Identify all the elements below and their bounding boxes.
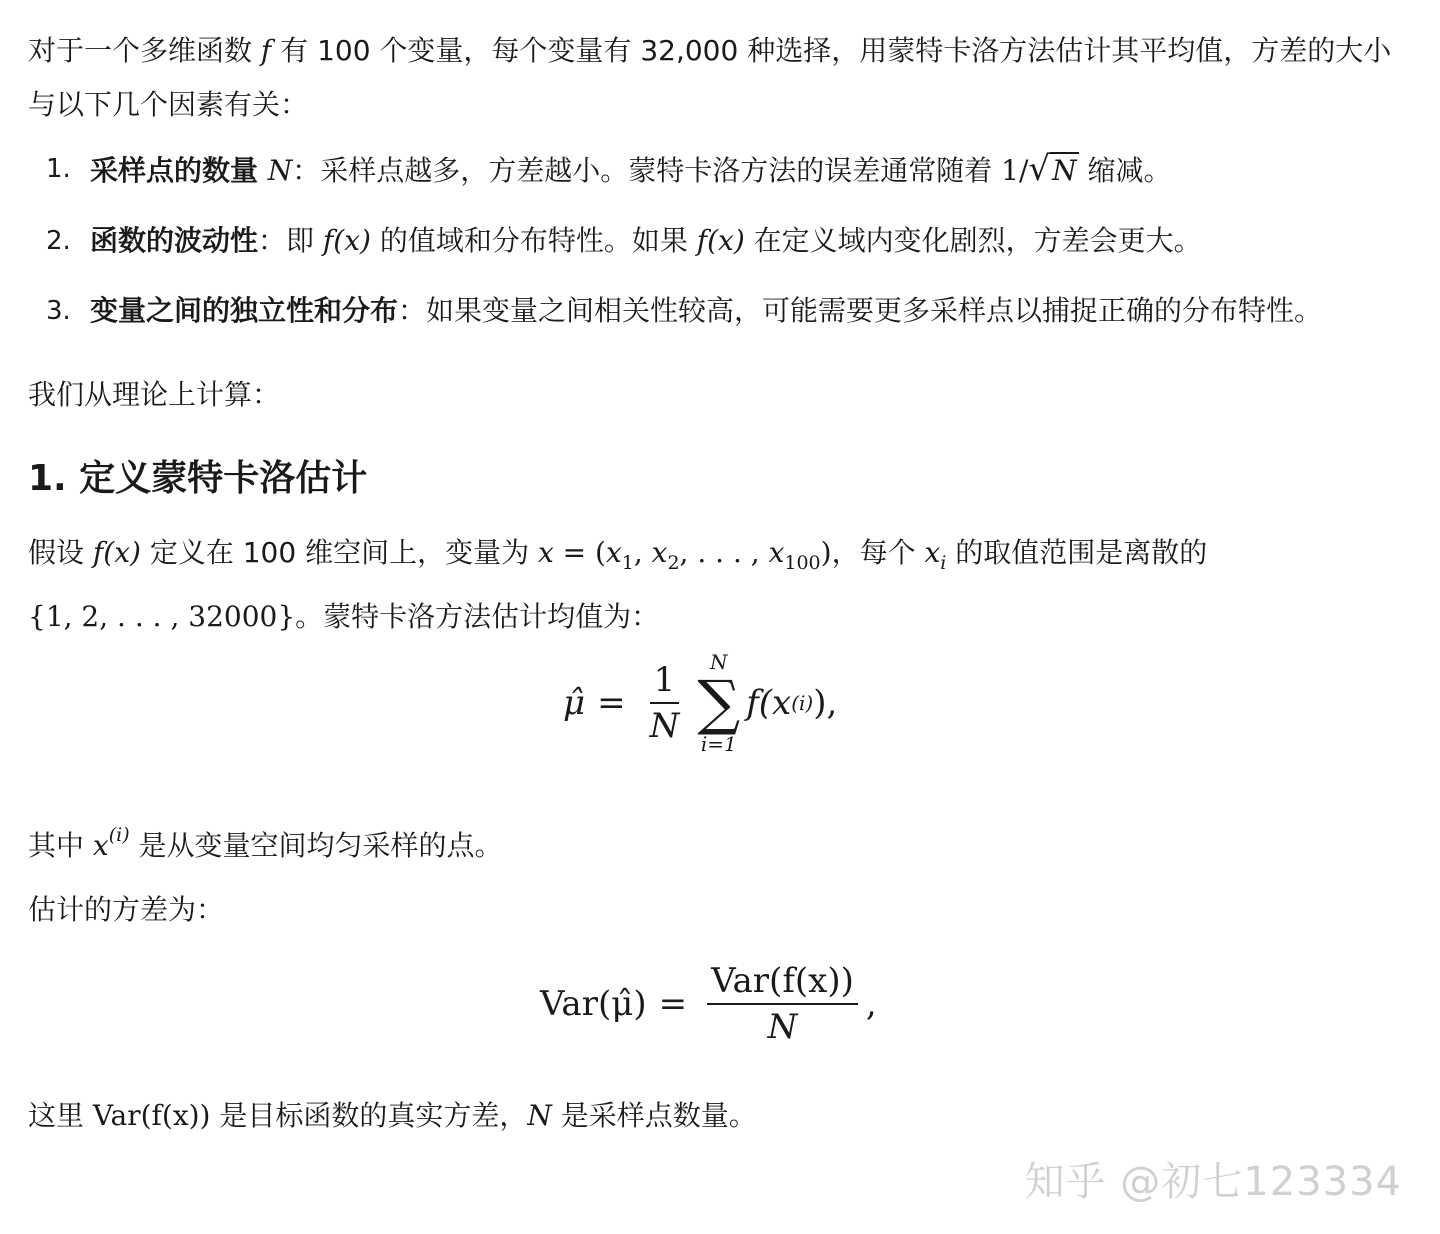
math-set: {1, 2, . . . , 32000} [28,600,296,633]
intro-paragraph [28,24,1398,132]
fraction-denominator: N [649,706,680,746]
math-op: = ( [553,536,606,569]
function-symbol: f [260,34,272,67]
superscript: (i) [108,824,130,846]
list-number: 2. [46,226,71,256]
text: 是从变量空间均匀采样的点。 [129,829,503,862]
list-item [28,284,1413,338]
equals-sign: = [597,683,626,723]
math-subscript: 1 [621,552,634,574]
math-one-over: 1/ [1001,154,1029,187]
list-item-text: 在定义域内变化剧烈，方差会更大。 [744,224,1202,257]
sum-end: ), [813,683,838,723]
math-var: N [267,154,293,187]
text: 。蒙特卡洛方法估计均值为： [295,600,660,633]
document-body [28,24,1413,1143]
watermark: 知乎 @初七123334 [1024,1159,1402,1205]
list-item-title: 函数的波动性 [90,224,259,257]
superscript: (i) [791,691,814,715]
math-op: ) [820,536,832,569]
sum-upper-limit: N [710,650,728,674]
text: 的取值范围是离散的 [946,536,1208,569]
assumption-paragraph: 假设 f(x) 定义在 100 维空间上，变量为 $x = (x_1$, $x_2$, . . . , $x_{100}$)，每个 $x_i$ 的取值范围是离散的 {1, 2, . . . , 32000}。蒙特卡洛方法估计均值为： [28,536,1208,633]
list-number: 3. [46,296,71,326]
math-var: x [768,536,785,569]
text: ，每个 [831,536,925,569]
math-fx: f(x) [696,224,745,257]
math-subscript: 2 [667,552,680,574]
math-fx: f(x) [322,224,371,257]
sqrt-argument: N [1052,154,1077,187]
math-subscript: i [940,552,947,574]
list-item [28,142,1413,198]
text: 其中 [28,829,93,862]
sum-operator [697,652,740,754]
sample-note [28,808,1413,873]
math-dots: , . . . , [679,536,769,569]
final-paragraph [28,1089,1413,1143]
var-mu-hat: Var(μ̂) [540,984,647,1024]
mu-hat: μ̂ [563,683,586,723]
variance-intro: 估计的方差为： [28,893,225,926]
fraction-numerator: 1 [650,660,680,704]
fraction [707,961,858,1047]
list-item-text: ：即 [258,224,323,257]
text: 是采样点数量。 [551,1099,757,1132]
list-item-text: 缩减。 [1078,154,1172,187]
list-item-text: 的值域和分布特性。如果 [370,224,697,257]
equation-comma: , [865,984,877,1024]
sqrt-symbol: √N [1028,149,1077,189]
math-var: x [92,829,109,862]
text: 假设 [28,536,93,569]
list-item [28,214,1413,268]
equals-sign: = [658,984,688,1024]
factor-list [28,142,1413,338]
sigma-symbol: ∑ [697,668,741,738]
list-item-title: 变量之间的独立性和分布 [90,294,399,327]
math-var: x [537,536,554,569]
equation-mean [28,644,1413,794]
theory-line: 我们从理论上计算： [28,378,281,411]
intro-text-a: 对于一个多维函数 [28,34,261,67]
fraction-numerator: Var(f(x)) [707,961,858,1005]
math-var-fx: Var(f(x)) [92,1099,211,1132]
section-heading: 1. 定义蒙特卡洛估计 [28,458,368,499]
math-var: N [527,1099,552,1132]
text: 定义在 100 维空间上，变量为 [140,536,538,569]
text: 这里 [28,1099,93,1132]
sum-body: f(x [746,683,792,723]
math-subscript: 100 [784,552,821,574]
fraction-denominator: N [767,1007,798,1047]
math-var: x [651,536,668,569]
list-number: 1. [46,154,71,184]
list-item-text: ：如果变量之间相关性较高，可能需要更多采样点以捕捉正确的分布特性。 [398,294,1323,327]
list-item-text: ：采样点越多，方差越小。蒙特卡洛方法的误差通常随着 [292,154,1002,187]
math-fx: f(x) [92,536,141,569]
math-var: x [605,536,622,569]
list-item-title: 采样点的数量 [90,154,268,187]
text: 是目标函数的真实方差， [210,1099,528,1132]
intro-text-b: 有 100 个变量，每个变量有 32,000 种选择，用蒙特卡洛方法估计其平均值，方差的大小与以下几个因素有关： [28,34,1392,121]
equation-variance [28,937,1413,1087]
sum-lower-limit: i=1 [700,732,737,756]
fraction [646,660,684,746]
math-var: x [924,536,941,569]
